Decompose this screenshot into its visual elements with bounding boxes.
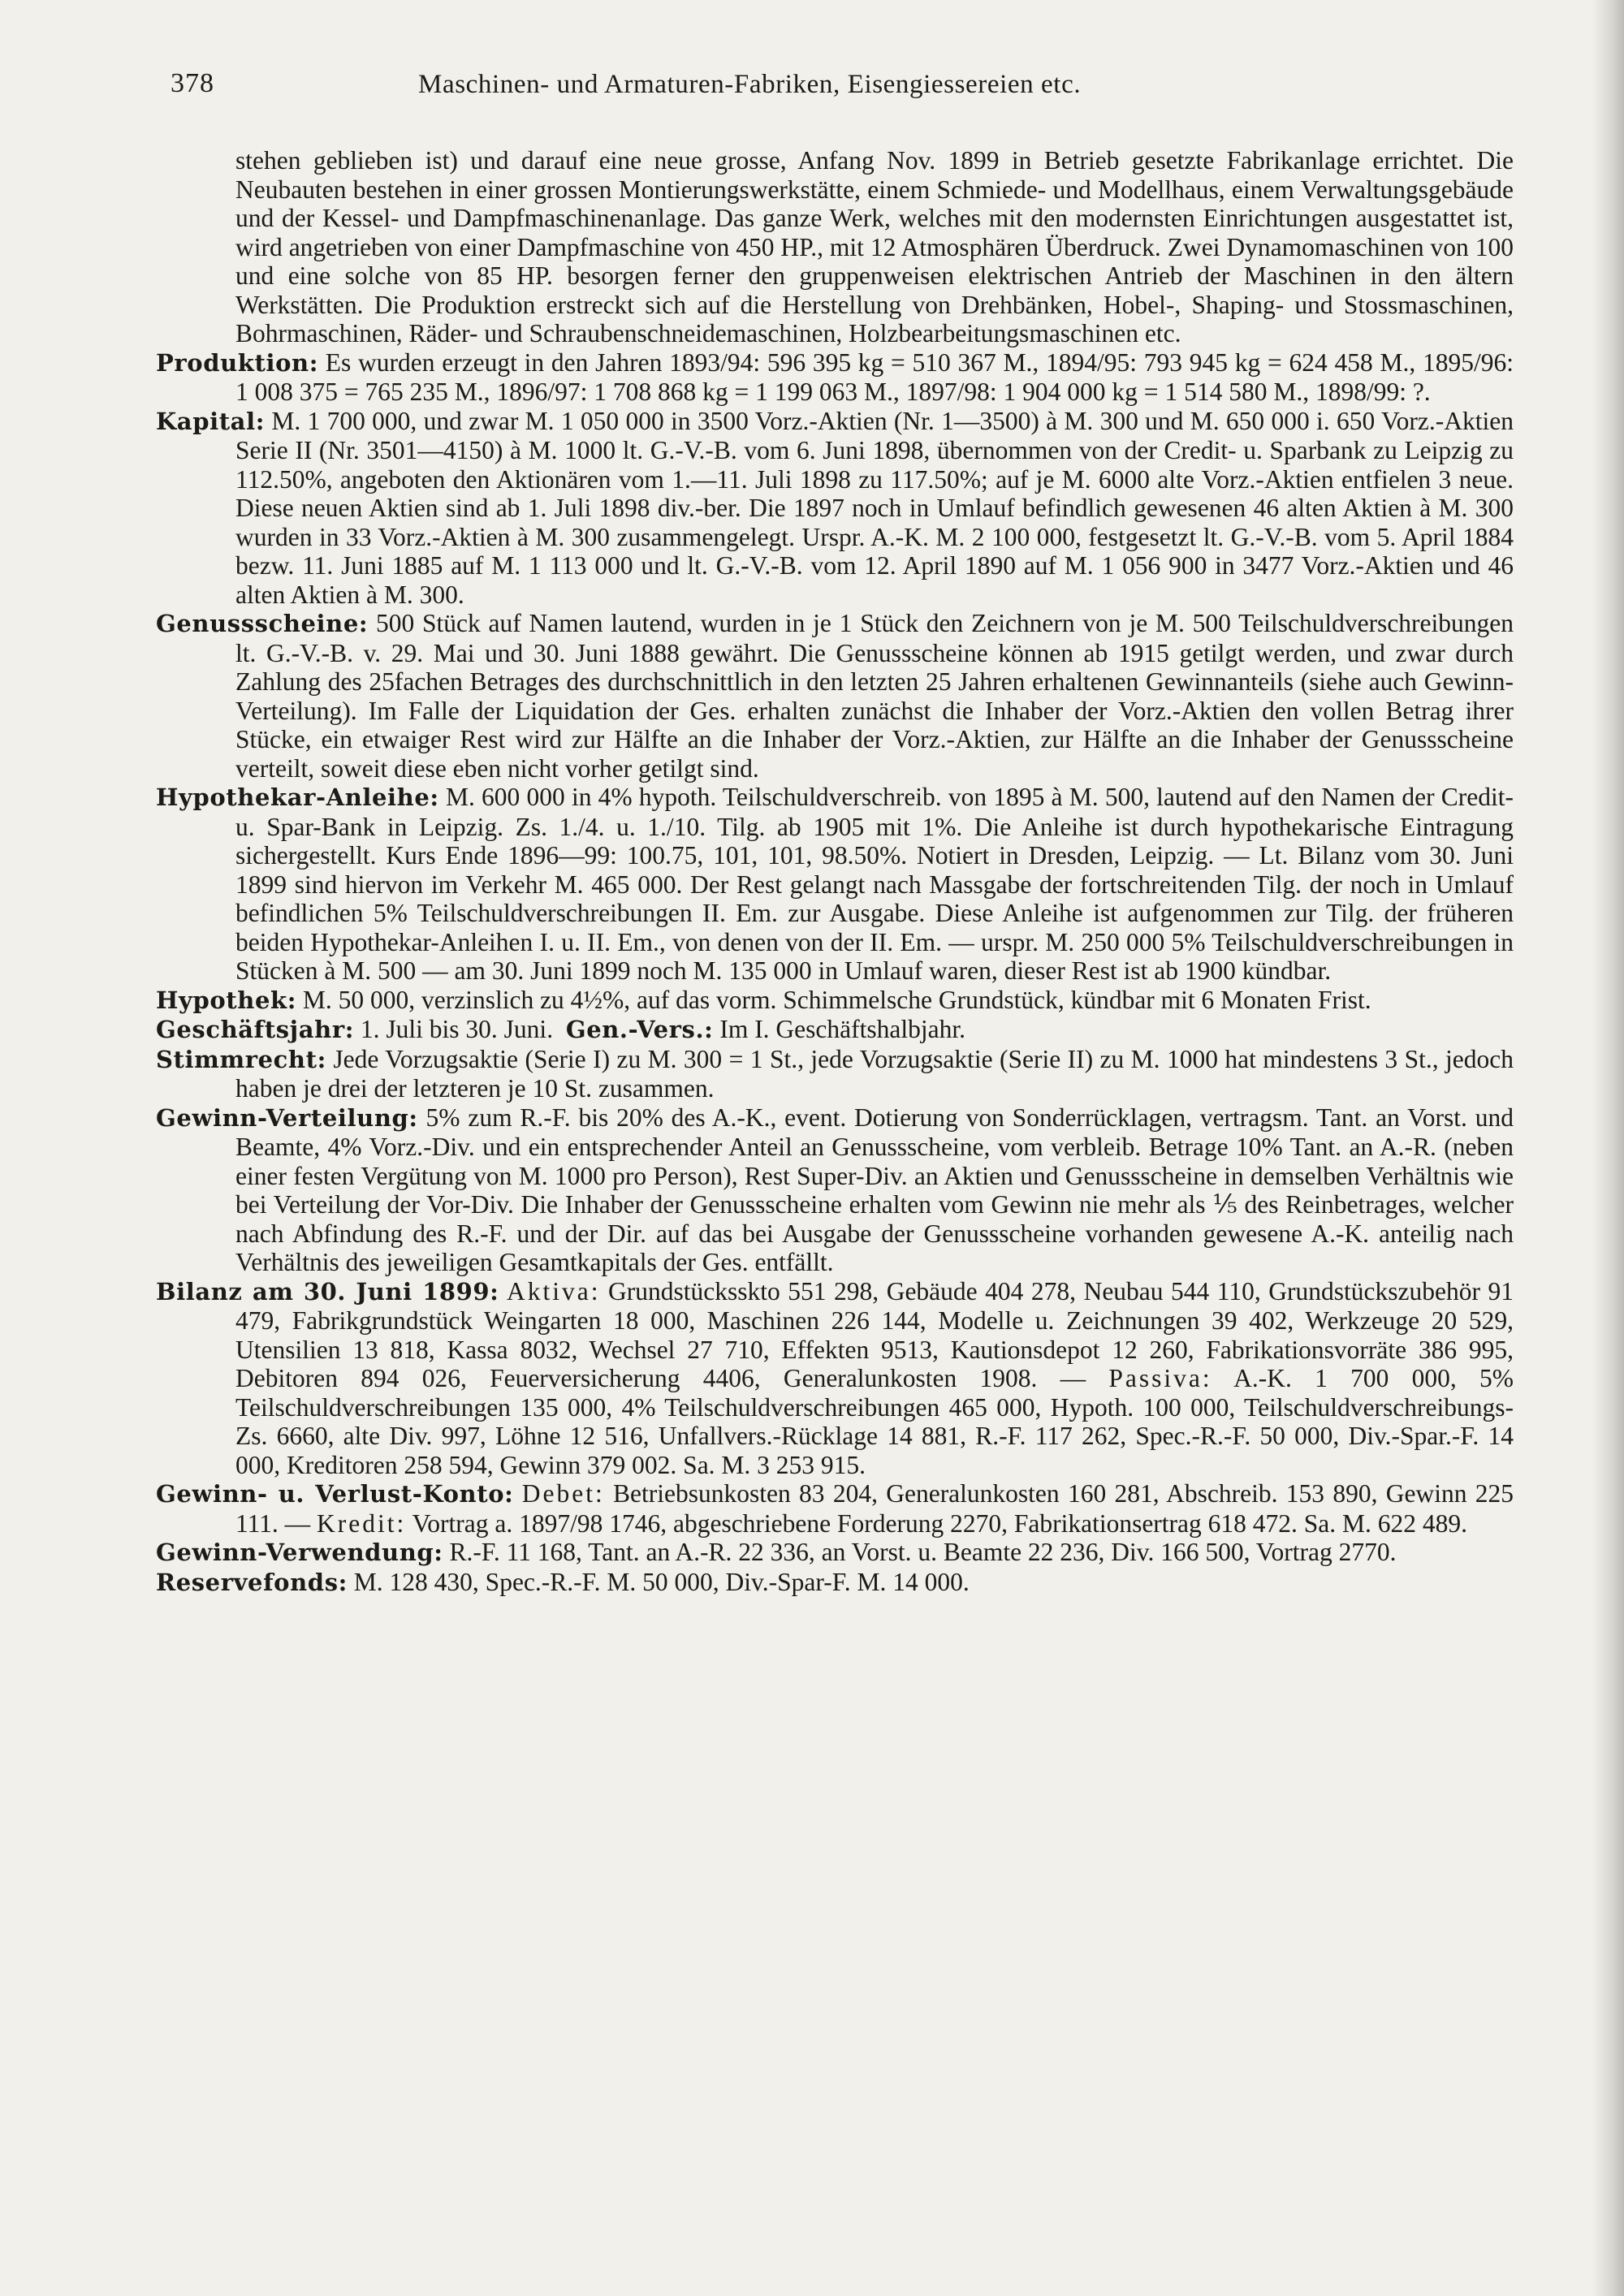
entry-label: Hypothek:: [156, 986, 296, 1014]
debet-text: Betriebsunkosten 83 204, Generalunkosten 160 281, Abschreib. 153 890, Gewinn 225 111. —: [235, 1479, 1514, 1538]
kredit-label: Kredit:: [317, 1508, 407, 1538]
entry-label: Hypothekar-Anleihe:: [156, 783, 439, 811]
entry-label: Genussscheine:: [156, 610, 369, 637]
entry-text: 1. Juli bis 30. Juni.: [360, 1015, 554, 1043]
entry-text: M. 600 000 in 4% hypoth. Teilschuldverschreib. von 1895 à M. 500, lautend auf den Namen der Credit- u. Spar-Bank in Leipzig. Zs. 1./4. u. 1./10. Tilg. ab 1905 mit 1%. Die Anleihe ist durch hypothekarische Eintragung sichergestellt. Kurs Ende 1896—99: 100.75, 101, 101, 98.50%. Notiert in Dresden, Leipzig. — Lt. Bilanz vom 30. Juni 1899 sind hiervon im Verkehr M. 465 000. Der Rest gelangt nach Massgabe der fortschreitenden Tilg. der noch in Umlauf befindlichen 5% Teilschuldverschreibungen II. Em. zur Ausgabe. Diese Anleihe ist aufgenommen zur Tilg. der früheren beiden Hypothekar-Anleihen I. u. II. Em., von denen von der II. Em. — urspr. M. 250 000 5% Teilschuldverschreibungen in Stücken à M. 500 — am 30. Juni 1899 noch M. 135 000 in Umlauf waren, dieser Rest ist ab 1900 kündbar.: [235, 783, 1514, 985]
entry-text: 5% zum R.-F. bis 20% des A.-K., event. Dotierung von Sonderrücklagen, vertragsm. Tant. an Vorst. und Beamte, 4% Vorz.-Div. und ein entsprechender Anteil an Genussscheine, vom verbleib. Betrage 10% Tant. an A.-R. (neben einer festen Vergütung von M. 1000 pro Person), Rest Super-Div. an Aktien und Genussscheine in demselben Verhältnis wie bei Verteilung der Vor-Div. Die Inhaber der Genussscheine erhalten vom Gewinn nie mehr als ⅕ des Reinbetrages, welcher nach Abfindung des R.-F. und der Dir. auf das bei Ausgabe der Genussscheine vorhanden gewesene A.-K. anteilig nach Verhältnis des jeweiligen Gesamtkapitals der Ges. entfällt.: [235, 1103, 1514, 1276]
aktiva-label: Aktiva:: [507, 1276, 601, 1306]
entry-label: Produktion:: [156, 348, 319, 377]
aktiva-text: Grundstücksskto 551 298, Gebäude 404 278, Neubau 544 110, Grundstückszubehör 91 479, Fabrikgrundstück Weingarten 18 000, Maschinen 226 144, Modelle u. Zeichnungen 39 402, Werkzeuge 20 529, Utensilien 13 818, Kassa 8032, Wechsel 27 710, Effekten 9513, Kautionsdepot 12 260, Fabrikationsvorräte 386 995, Debitoren 894 026, Feuerversicherung 4406, Generalunkosten 1908. —: [235, 1276, 1514, 1392]
gen-vers-label: Gen.-Vers.:: [565, 1016, 714, 1043]
passiva-text: A.-K. 1 700 000, 5% Teilschuldverschreibungen 135 000, 4% Teilschuldverschreibungen 465 000, Hypoth. 100 000, Teilschuldverschreibungs-Zs. 6660, alte Div. 997, Löhne 12 516, Unfallvers.-Rücklage 14 881, R.-F. 117 262, Spec.-R.-F. 50 000, Div.-Spar.-F. 14 000, Kreditoren 258 594, Gewinn 379 002. Sa. M. 3 253 915.: [235, 1364, 1514, 1479]
entry-hypothekar-anleihe: [156, 783, 1514, 986]
intro-paragraph: stehen geblieben ist) und darauf eine neue grosse, Anfang Nov. 1899 in Betrieb gesetzte Fabrikanlage errichtet. Die Neubauten bestehen in einer grossen Montierungswerkstätte, einem Schmiede- und Modellhaus, einem Verwaltungsgebäude und der Kessel- und Dampfmaschinenanlage. Das ganze Werk, welches mit den modernsten Einrichtungen ausgestattet ist, wird angetrieben von einer Dampfmaschine von 450 HP., mit 12 Atmosphären Überdruck. Zwei Dynamomaschinen von 100 und eine solche von 85 HP. besorgen ferner den gruppenweisen elektrischen Antrieb der Maschinen in den ältern Werkstätten. Die Produktion erstreckt sich auf die Herstellung von Drehbänken, Hobel-, Shaping- und Stossmaschinen, Bohrmaschinen, Räder- und Schraubenschneidemaschinen, Holzbearbeitungsmaschinen etc.: [235, 146, 1514, 347]
gen-vers-text: Im I. Geschäftshalbjahr.: [719, 1015, 965, 1043]
body-text: [156, 146, 1514, 1597]
entry-label: Geschäftsjahr:: [156, 1016, 355, 1043]
entry-label: Bilanz am 30. Juni 1899:: [156, 1277, 499, 1306]
running-title: Maschinen- und Armaturen-Fabriken, Eisengiessereien etc.: [418, 70, 1082, 99]
entry-text: Jede Vorzugsaktie (Serie I) zu M. 300 = 1 St., jede Vorzugsaktie (Serie II) zu M. 1000 hat mindestens 3 St., jedoch haben je drei der letzteren je 10 St. zusammen.: [235, 1044, 1514, 1103]
entry-bilanz: [156, 1277, 1514, 1480]
entry-label: Gewinn-Verteilung:: [156, 1103, 418, 1132]
page-number: 378: [171, 68, 214, 98]
entry-label: Reservefonds:: [156, 1568, 348, 1596]
debet-label: Debet:: [521, 1479, 605, 1508]
entry-gewinn-verwendung: [156, 1538, 1514, 1568]
entry-text: M. 50 000, verzinslich zu 4½%, auf das vorm. Schimmelsche Grundstück, kündbar mit 6 Monaten Frist.: [302, 985, 1371, 1014]
entry-stimmrecht: [156, 1045, 1514, 1103]
entry-text: M. 1 700 000, und zwar M. 1 050 000 in 3500 Vorz.-Aktien (Nr. 1—3500) à M. 300 und M. 650 000 i. 650 Vorz.-Aktien Serie II (Nr. 3501—4150) à M. 1000 lt. G.-V.-B. vom 6. Juni 1898, übernommen von der Credit- u. Sparbank zu Leipzig zu 112.50%, angeboten den Aktionären vom 1.—11. Juli 1898 zu 117.50%; auf je M. 6000 alte Vorz.-Aktien entfielen 3 neue. Diese neuen Aktien sind ab 1. Juli 1898 div.-ber. Die 1897 noch in Umlauf befindlich gewesenen 46 alten Aktien à M. 300 wurden in 33 Vorz.-Aktien à M. 300 zusammengelegt. Urspr. A.-K. M. 2 100 000, festgesetzt lt. G.-V.-B. vom 5. April 1884 bezw. 11. Juni 1885 auf M. 1 113 000 und lt. G.-V.-B. vom 12. April 1890 auf M. 1 056 900 in 3477 Vorz.-Aktien und 46 alten Aktien à M. 300.: [235, 406, 1514, 609]
entry-label: Gewinn- u. Verlust-Konto:: [156, 1480, 514, 1508]
entry-gewinn-verteilung: [156, 1103, 1514, 1277]
entry-label: Gewinn-Verwendung:: [156, 1539, 443, 1566]
entry-hypothek: [156, 986, 1514, 1016]
entry-genussscheine: [156, 609, 1514, 783]
entry-kapital: [156, 407, 1514, 610]
entry-geschaeftsjahr: [156, 1015, 1514, 1045]
entry-gewinn-verlust-konto: [156, 1479, 1514, 1538]
entry-text: 500 Stück auf Namen lautend, wurden in je 1 Stück den Zeichnern von je M. 500 Teilschuldverschreibungen lt. G.-V.-B. v. 29. Mai und 30. Juni 1888 gewährt. Die Genussscheine können ab 1915 getilgt werden, und zwar durch Zahlung des 25fachen Betrages des durchschnittlich in den letzten 25 Jahren erhaltenen Gewinnanteils (siehe auch Gewinn-Verteilung). Im Falle der Liquidation der Ges. erhalten zunächst die Inhaber der Vorz.-Aktien den vollen Betrag ihrer Stücke, ein etwaiger Rest wird zur Hälfte an die Inhaber der Vorz.-Aktien, zur Hälfte an die Inhaber der Genussscheine verteilt, soweit diese eben nicht vorher getilgt sind.: [235, 609, 1514, 783]
entry-label: Stimmrecht:: [156, 1045, 326, 1073]
entry-text: R.-F. 11 168, Tant. an A.-R. 22 336, an Vorst. u. Beamte 22 236, Div. 166 500, Vortrag 2770.: [449, 1538, 1397, 1566]
running-header: [171, 68, 1275, 109]
entry-reservefonds: [156, 1568, 1514, 1598]
entry-text: M. 128 430, Spec.-R.-F. M. 50 000, Div.-Spar-F. M. 14 000.: [353, 1567, 970, 1596]
entry-label: Kapital:: [156, 407, 265, 435]
passiva-label: Passiva:: [1108, 1364, 1212, 1392]
entry-produktion: [156, 348, 1514, 407]
entry-text: Es wurden erzeugt in den Jahren 1893/94: 596 395 kg = 510 367 M., 1894/95: 793 945 kg = 624 458 M., 1895/96: 1 008 375 = 765 235 M., 1896/97: 1 708 868 kg = 1 199 063 M., 1897/98: 1 904 000 kg = 1 514 580 M., 1898/99: ?.: [235, 347, 1514, 406]
kredit-text: Vortrag a. 1897/98 1746, abgeschriebene Forderung 2270, Fabrikationsertrag 618 472. Sa. M. 622 489.: [412, 1508, 1468, 1538]
